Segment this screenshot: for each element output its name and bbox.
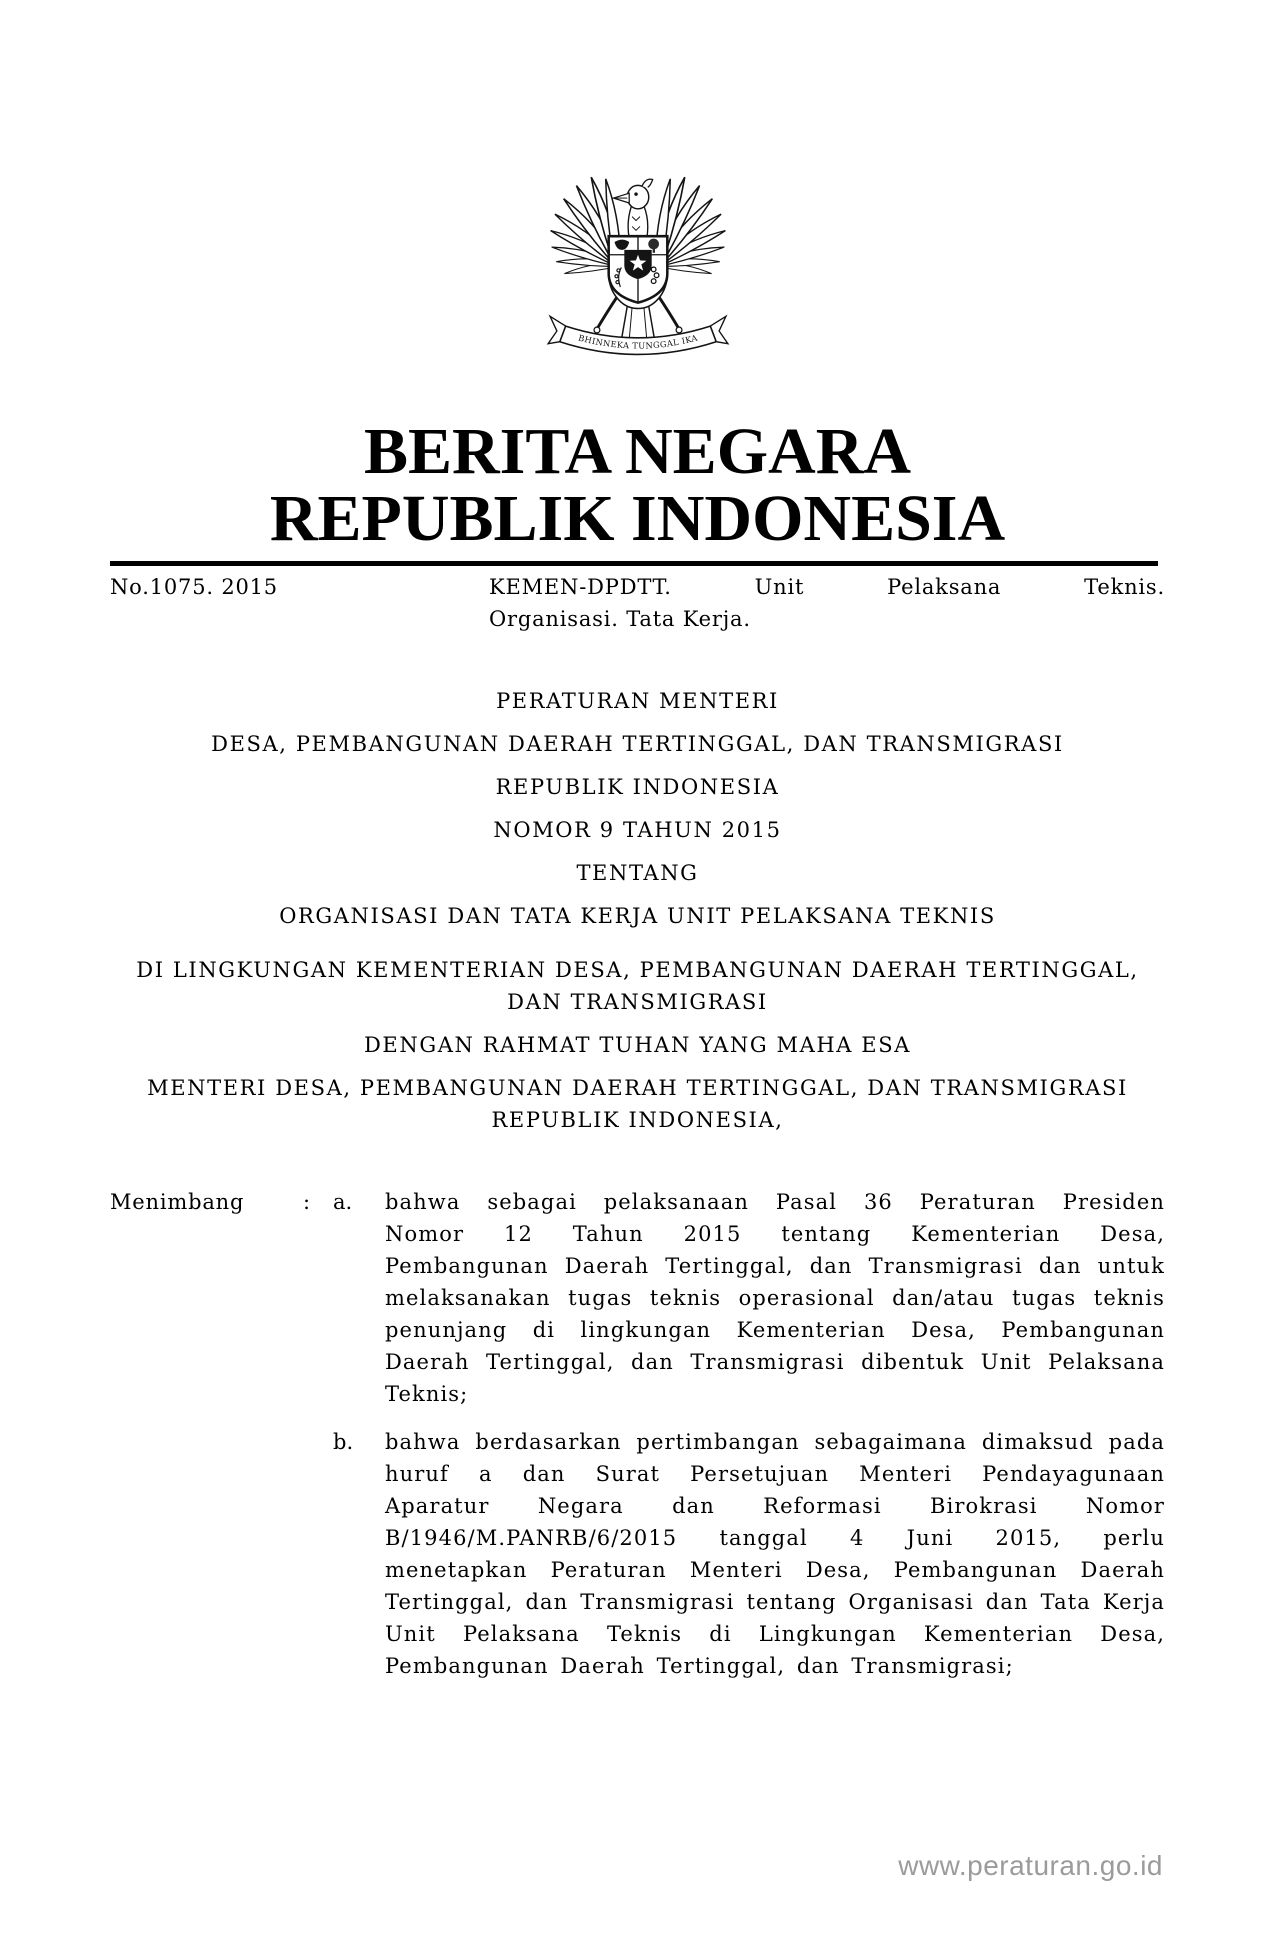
item-letter: a. (333, 1190, 353, 1214)
considering-item-b (110, 1426, 1165, 1682)
heading-line: DAN TRANSMIGRASI (507, 990, 768, 1014)
left-leg (597, 295, 619, 329)
heading-line: PERATURAN MENTERI (496, 689, 779, 713)
heading-line: NOMOR 9 TAHUN 2015 (493, 818, 782, 842)
considering-colon: : (303, 1190, 311, 1214)
heading-line: TENTANG (576, 861, 699, 885)
gazette-subject-line1: KEMEN-DPDTT. Unit Pelaksana Teknis. (489, 575, 1165, 599)
masthead-title (0, 415, 1275, 555)
eye (634, 192, 638, 196)
crest (642, 179, 653, 187)
item-text: bahwa sebagai pelaksanaan Pasal 36 Peraturan Presiden Nomor 12 Tahun 2015 tentang Kementerian Desa, Pembangunan Daerah Tertinggal, dan Transmigrasi dan untuk melaksanakan tugas teknis operasional dan/atau tugas teknis penunjang di lingkungan Kementerian Desa, Pembangunan Daerah Tertinggal, dan Transmigrasi dibentuk Unit Pelaksana Teknis; (385, 1190, 1165, 1406)
tree-icon (648, 239, 659, 250)
heading-line: MENTERI DESA, PEMBANGUNAN DAERAH TERTINGGAL, DAN TRANSMIGRASI (147, 1076, 1128, 1100)
heading-line: DENGAN RAHMAT TUHAN YANG MAHA ESA (364, 1033, 911, 1057)
right-claw (676, 327, 682, 333)
motto-text: BHINNEKA TUNGGAL IKA (577, 332, 699, 351)
neck (628, 206, 648, 238)
heading-line: DI LINGKUNGAN KEMENTERIAN DESA, PEMBANGUNAN DAERAH TERTINGGAL, (136, 958, 1139, 982)
heading-line: ORGANISASI DAN TATA KERJA UNIT PELAKSANA TEKNIS (279, 904, 996, 928)
masthead-title-line1: BERITA NEGARA (363, 415, 912, 488)
left-claw (594, 327, 600, 333)
gazette-kop (110, 571, 1165, 635)
decree-headings (110, 685, 1165, 1136)
considering-label: Menimbang (110, 1190, 245, 1214)
item-text: bahwa berdasarkan pertimbangan sebagaimana dimaksud pada huruf a dan Surat Persetujuan Menteri Pendayagunaan Aparatur Negara dan Reformasi Birokrasi Nomor B/1946/M.PANRB/6/2015 tanggal 4 Juni 2015, perlu menetapkan Peraturan Menteri Desa, Pembangunan Daerah Tertinggal, dan Transmigrasi tentang Organisasi dan Tata Kerja Unit Pelaksana Teknis di Lingkungan Kementerian Desa, Pembangunan Daerah Tertinggal, dan Transmigrasi; (385, 1430, 1165, 1678)
considering-item-a (110, 1186, 1165, 1410)
gazette-subject (489, 571, 1165, 635)
garuda-pancasila-emblem (540, 158, 736, 373)
footer-url: www.peraturan.go.id (898, 1850, 1163, 1881)
considering-section (110, 1186, 1165, 1682)
heading-line: DESA, PEMBANGUNAN DAERAH TERTINGGAL, DAN TRANSMIGRASI (211, 732, 1064, 756)
item-letter: b. (333, 1430, 354, 1454)
head (627, 185, 649, 208)
gazette-subject-line2: Organisasi. Tata Kerja. (489, 607, 751, 631)
garuda-icon (540, 158, 736, 373)
right-leg (658, 295, 680, 329)
heading-line: REPUBLIK INDONESIA, (491, 1108, 784, 1132)
pancasila-shield (609, 236, 668, 302)
gazette-number: No.1075. 2015 (110, 575, 278, 599)
heading-line: REPUBLIK INDONESIA (495, 775, 780, 799)
masthead-title-line2: REPUBLIK INDONESIA (269, 482, 1006, 555)
masthead-rule (110, 561, 1158, 566)
